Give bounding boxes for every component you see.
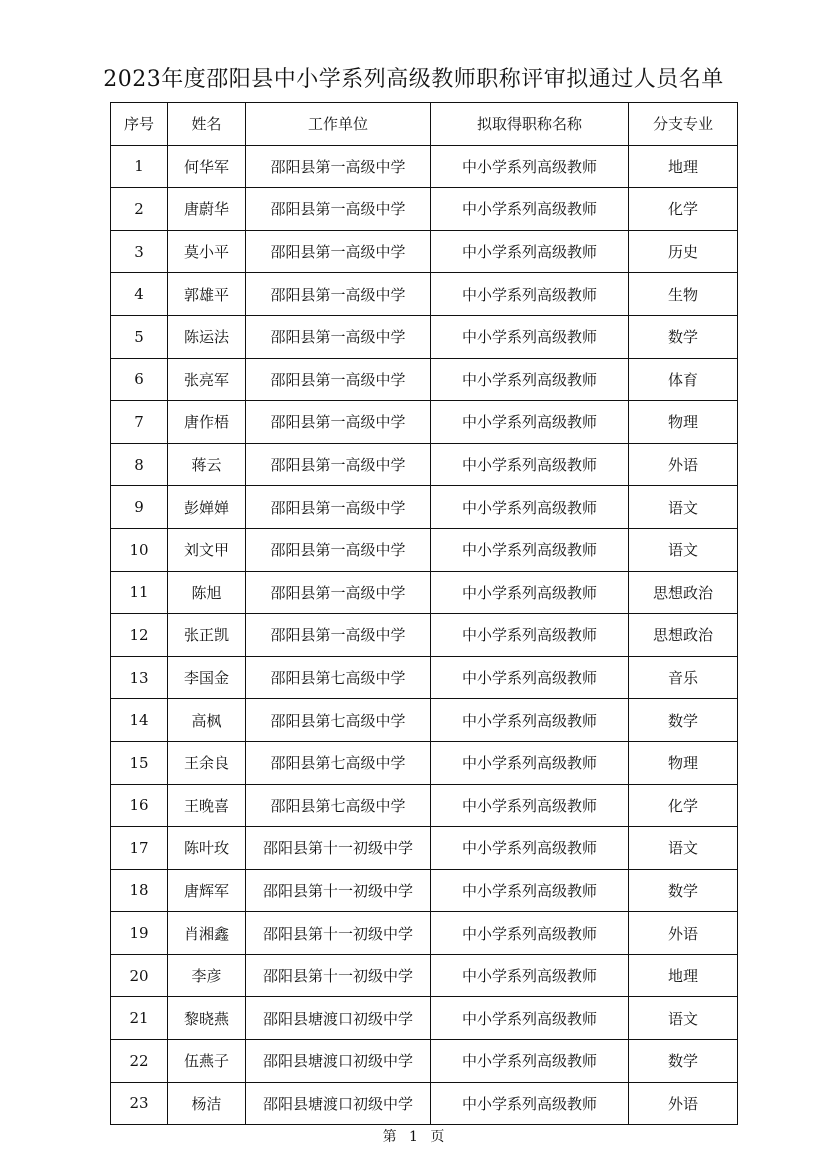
cell-workplace: 邵阳县第一高级中学 bbox=[246, 614, 431, 657]
cell-index: 11 bbox=[111, 571, 168, 614]
cell-name: 李国金 bbox=[168, 656, 246, 699]
cell-name: 唐作梧 bbox=[168, 401, 246, 444]
table-row bbox=[111, 656, 738, 699]
table-row bbox=[111, 869, 738, 912]
table-row bbox=[111, 315, 738, 358]
cell-index: 16 bbox=[111, 784, 168, 827]
cell-title: 中小学系列高级教师 bbox=[431, 869, 629, 912]
cell-title: 中小学系列高级教师 bbox=[431, 358, 629, 401]
cell-workplace: 邵阳县第七高级中学 bbox=[246, 699, 431, 742]
cell-specialty: 数学 bbox=[629, 315, 738, 358]
cell-specialty: 地理 bbox=[629, 145, 738, 188]
cell-title: 中小学系列高级教师 bbox=[431, 614, 629, 657]
cell-specialty: 物理 bbox=[629, 401, 738, 444]
cell-title: 中小学系列高级教师 bbox=[431, 571, 629, 614]
cell-name: 郭雄平 bbox=[168, 273, 246, 316]
cell-specialty: 体育 bbox=[629, 358, 738, 401]
table-row bbox=[111, 912, 738, 955]
cell-title: 中小学系列高级教师 bbox=[431, 699, 629, 742]
cell-index: 9 bbox=[111, 486, 168, 529]
table-row bbox=[111, 528, 738, 571]
header-name: 姓名 bbox=[168, 103, 246, 146]
table-row bbox=[111, 954, 738, 997]
cell-name: 刘文甲 bbox=[168, 528, 246, 571]
cell-workplace: 邵阳县第一高级中学 bbox=[246, 230, 431, 273]
cell-name: 黎晓燕 bbox=[168, 997, 246, 1040]
cell-workplace: 邵阳县第一高级中学 bbox=[246, 571, 431, 614]
footer-prefix: 第 bbox=[382, 1129, 397, 1145]
cell-specialty: 地理 bbox=[629, 954, 738, 997]
cell-index: 14 bbox=[111, 699, 168, 742]
cell-name: 杨洁 bbox=[168, 1082, 246, 1125]
cell-specialty: 外语 bbox=[629, 1082, 738, 1125]
cell-index: 7 bbox=[111, 401, 168, 444]
cell-workplace: 邵阳县第一高级中学 bbox=[246, 273, 431, 316]
cell-workplace: 邵阳县第七高级中学 bbox=[246, 784, 431, 827]
cell-specialty: 物理 bbox=[629, 741, 738, 784]
table-row bbox=[111, 614, 738, 657]
header-specialty: 分支专业 bbox=[629, 103, 738, 146]
table-row bbox=[111, 784, 738, 827]
cell-title: 中小学系列高级教师 bbox=[431, 997, 629, 1040]
cell-name: 伍燕子 bbox=[168, 1040, 246, 1083]
cell-index: 15 bbox=[111, 741, 168, 784]
header-title: 拟取得职称名称 bbox=[431, 103, 629, 146]
cell-specialty: 语文 bbox=[629, 827, 738, 870]
cell-index: 19 bbox=[111, 912, 168, 955]
table-row bbox=[111, 358, 738, 401]
cell-name: 陈旭 bbox=[168, 571, 246, 614]
cell-title: 中小学系列高级教师 bbox=[431, 528, 629, 571]
cell-index: 5 bbox=[111, 315, 168, 358]
table-row bbox=[111, 741, 738, 784]
table-row bbox=[111, 443, 738, 486]
cell-workplace: 邵阳县第一高级中学 bbox=[246, 188, 431, 231]
table-row bbox=[111, 145, 738, 188]
cell-workplace: 邵阳县第七高级中学 bbox=[246, 656, 431, 699]
cell-specialty: 思想政治 bbox=[629, 571, 738, 614]
cell-workplace: 邵阳县第一高级中学 bbox=[246, 528, 431, 571]
cell-title: 中小学系列高级教师 bbox=[431, 230, 629, 273]
cell-name: 张正凯 bbox=[168, 614, 246, 657]
cell-workplace: 邵阳县第一高级中学 bbox=[246, 358, 431, 401]
cell-workplace: 邵阳县第一高级中学 bbox=[246, 486, 431, 529]
cell-specialty: 语文 bbox=[629, 486, 738, 529]
cell-title: 中小学系列高级教师 bbox=[431, 188, 629, 231]
cell-workplace: 邵阳县第一高级中学 bbox=[246, 443, 431, 486]
footer-page-number: 1 bbox=[409, 1129, 418, 1145]
cell-index: 13 bbox=[111, 656, 168, 699]
cell-title: 中小学系列高级教师 bbox=[431, 1040, 629, 1083]
cell-specialty: 外语 bbox=[629, 443, 738, 486]
cell-index: 17 bbox=[111, 827, 168, 870]
footer-suffix: 页 bbox=[430, 1129, 445, 1145]
cell-title: 中小学系列高级教师 bbox=[431, 145, 629, 188]
table-row bbox=[111, 827, 738, 870]
cell-index: 3 bbox=[111, 230, 168, 273]
cell-workplace: 邵阳县第一高级中学 bbox=[246, 401, 431, 444]
cell-title: 中小学系列高级教师 bbox=[431, 315, 629, 358]
cell-index: 23 bbox=[111, 1082, 168, 1125]
cell-name: 高枫 bbox=[168, 699, 246, 742]
header-workplace: 工作单位 bbox=[246, 103, 431, 146]
cell-workplace: 邵阳县第十一初级中学 bbox=[246, 912, 431, 955]
table-row bbox=[111, 1082, 738, 1125]
cell-specialty: 数学 bbox=[629, 869, 738, 912]
cell-title: 中小学系列高级教师 bbox=[431, 827, 629, 870]
cell-name: 陈运法 bbox=[168, 315, 246, 358]
cell-specialty: 语文 bbox=[629, 997, 738, 1040]
cell-index: 8 bbox=[111, 443, 168, 486]
cell-index: 1 bbox=[111, 145, 168, 188]
cell-name: 王晚喜 bbox=[168, 784, 246, 827]
cell-name: 彭婵婵 bbox=[168, 486, 246, 529]
cell-title: 中小学系列高级教师 bbox=[431, 741, 629, 784]
cell-name: 何华军 bbox=[168, 145, 246, 188]
cell-specialty: 数学 bbox=[629, 1040, 738, 1083]
cell-specialty: 数学 bbox=[629, 699, 738, 742]
cell-specialty: 音乐 bbox=[629, 656, 738, 699]
cell-title: 中小学系列高级教师 bbox=[431, 784, 629, 827]
cell-name: 莫小平 bbox=[168, 230, 246, 273]
cell-workplace: 邵阳县第十一初级中学 bbox=[246, 869, 431, 912]
table-body bbox=[111, 145, 738, 1125]
cell-workplace: 邵阳县塘渡口初级中学 bbox=[246, 997, 431, 1040]
table-row bbox=[111, 699, 738, 742]
table-row bbox=[111, 486, 738, 529]
cell-specialty: 历史 bbox=[629, 230, 738, 273]
cell-index: 2 bbox=[111, 188, 168, 231]
cell-title: 中小学系列高级教师 bbox=[431, 1082, 629, 1125]
cell-specialty: 化学 bbox=[629, 784, 738, 827]
document-title: 2023年度邵阳县中小学系列高级教师职称评审拟通过人员名单 bbox=[103, 67, 724, 92]
cell-workplace: 邵阳县第十一初级中学 bbox=[246, 954, 431, 997]
cell-specialty: 化学 bbox=[629, 188, 738, 231]
cell-name: 陈叶玫 bbox=[168, 827, 246, 870]
table-row bbox=[111, 188, 738, 231]
cell-index: 10 bbox=[111, 528, 168, 571]
cell-name: 李彦 bbox=[168, 954, 246, 997]
cell-index: 6 bbox=[111, 358, 168, 401]
cell-specialty: 语文 bbox=[629, 528, 738, 571]
cell-title: 中小学系列高级教师 bbox=[431, 443, 629, 486]
cell-index: 21 bbox=[111, 997, 168, 1040]
cell-workplace: 邵阳县塘渡口初级中学 bbox=[246, 1040, 431, 1083]
cell-title: 中小学系列高级教师 bbox=[431, 486, 629, 529]
cell-title: 中小学系列高级教师 bbox=[431, 912, 629, 955]
table-header-row bbox=[111, 103, 738, 146]
cell-name: 王余良 bbox=[168, 741, 246, 784]
cell-index: 20 bbox=[111, 954, 168, 997]
cell-name: 肖湘鑫 bbox=[168, 912, 246, 955]
table-row bbox=[111, 230, 738, 273]
cell-workplace: 邵阳县第七高级中学 bbox=[246, 741, 431, 784]
cell-index: 18 bbox=[111, 869, 168, 912]
table-row bbox=[111, 571, 738, 614]
cell-index: 12 bbox=[111, 614, 168, 657]
cell-specialty: 思想政治 bbox=[629, 614, 738, 657]
cell-title: 中小学系列高级教师 bbox=[431, 656, 629, 699]
cell-index: 4 bbox=[111, 273, 168, 316]
cell-title: 中小学系列高级教师 bbox=[431, 954, 629, 997]
cell-name: 唐辉军 bbox=[168, 869, 246, 912]
page-footer bbox=[0, 1126, 827, 1146]
cell-index: 22 bbox=[111, 1040, 168, 1083]
header-index: 序号 bbox=[111, 103, 168, 146]
cell-workplace: 邵阳县第一高级中学 bbox=[246, 315, 431, 358]
table-row bbox=[111, 273, 738, 316]
table-row bbox=[111, 997, 738, 1040]
cell-name: 唐蔚华 bbox=[168, 188, 246, 231]
table-row bbox=[111, 401, 738, 444]
roster-table bbox=[110, 102, 738, 1125]
cell-specialty: 生物 bbox=[629, 273, 738, 316]
cell-title: 中小学系列高级教师 bbox=[431, 401, 629, 444]
cell-workplace: 邵阳县第一高级中学 bbox=[246, 145, 431, 188]
table-row bbox=[111, 1040, 738, 1083]
cell-name: 蒋云 bbox=[168, 443, 246, 486]
cell-workplace: 邵阳县第十一初级中学 bbox=[246, 827, 431, 870]
cell-specialty: 外语 bbox=[629, 912, 738, 955]
cell-name: 张亮军 bbox=[168, 358, 246, 401]
cell-workplace: 邵阳县塘渡口初级中学 bbox=[246, 1082, 431, 1125]
cell-title: 中小学系列高级教师 bbox=[431, 273, 629, 316]
